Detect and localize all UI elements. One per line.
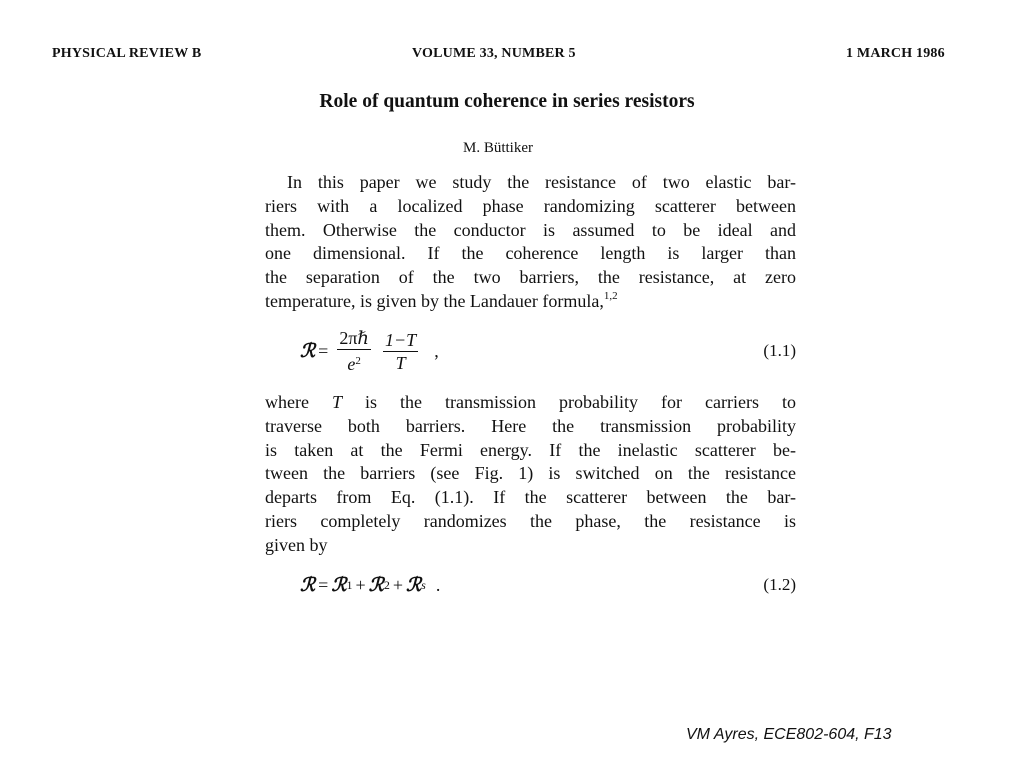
body-line-text: where xyxy=(265,392,332,412)
citation-ref: 1,2 xyxy=(603,289,618,302)
equation-number: (1.2) xyxy=(763,575,796,594)
plus-sign: + xyxy=(392,574,403,595)
resistance-term: ℛ xyxy=(331,574,347,596)
abstract-line: In this paper we study the resistance of two elastic bar- xyxy=(287,172,796,192)
body-line: given by xyxy=(265,534,328,555)
journal-name: PHYSICAL REVIEW B xyxy=(52,46,202,61)
abstract-paragraph xyxy=(265,171,796,314)
body-line: traverse both barriers. Here the transmission probability xyxy=(265,415,796,436)
abstract-line: riers with a localized phase randomizing scatterer between xyxy=(265,195,796,216)
fraction-denominator: T xyxy=(395,352,406,373)
fraction-transmission xyxy=(383,330,418,373)
subscript: 1 xyxy=(346,577,353,592)
abstract-line: the separation of the two barriers, the resistance, at zero xyxy=(265,267,796,288)
volume-number: VOLUME 33, NUMBER 5 xyxy=(412,46,576,61)
paper-title: Role of quantum coherence in series resistors xyxy=(319,91,695,112)
subscript: 2 xyxy=(383,577,390,592)
body-line: is taken at the Fermi energy. If the inelastic scatterer be- xyxy=(265,439,796,460)
resistance-term: ℛ xyxy=(405,574,422,596)
equation-number: (1.1) xyxy=(763,341,796,360)
fraction-denominator xyxy=(347,350,361,374)
abstract-line xyxy=(265,290,796,314)
abstract-line: one dimensional. If the coherence length is larger than xyxy=(265,243,796,264)
slide-footer: VM Ayres, ECE802-604, F13 xyxy=(686,726,892,743)
body-line-text: is the transmission probability for carriers to xyxy=(342,392,796,412)
equals-sign: = xyxy=(318,574,329,595)
body-line: tween the barriers (see Fig. 1) is switched on the resistance xyxy=(265,463,796,484)
resistance-symbol: ℛ xyxy=(300,340,316,362)
equation-1-1-body xyxy=(300,326,439,376)
body-line: departs from Eq. (1.1). If the scatterer between the bar- xyxy=(265,487,796,508)
fraction-numerator: 2πℏ xyxy=(339,328,370,348)
abstract-line-text: temperature, is given by the Landauer formula, xyxy=(265,290,604,311)
fraction-constant xyxy=(337,328,371,374)
equation-punctuation: , xyxy=(434,340,439,361)
resistance-term: ℛ xyxy=(368,574,384,596)
equation-1-1 xyxy=(300,326,796,376)
plus-sign: + xyxy=(355,574,366,595)
body-paragraph xyxy=(265,391,796,558)
equation-1-2 xyxy=(300,571,796,599)
equation-1-2-body xyxy=(300,571,440,599)
subscript: s xyxy=(421,577,426,592)
charge-symbol: e xyxy=(347,354,356,374)
equals-sign: = xyxy=(318,340,329,361)
equation-punctuation: . xyxy=(435,574,441,595)
abstract-line: them. Otherwise the conductor is assumed to be ideal and xyxy=(265,219,796,240)
transmission-variable: T xyxy=(331,392,342,412)
exponent: 2 xyxy=(355,355,361,367)
body-line xyxy=(265,391,796,415)
body-line: riers completely randomizes the phase, the resistance is xyxy=(265,510,796,531)
fraction-numerator: 1−T xyxy=(385,329,417,350)
paper-author: M. Büttiker xyxy=(463,140,533,156)
publication-date: 1 MARCH 1986 xyxy=(846,46,945,61)
resistance-symbol: ℛ xyxy=(300,574,316,596)
